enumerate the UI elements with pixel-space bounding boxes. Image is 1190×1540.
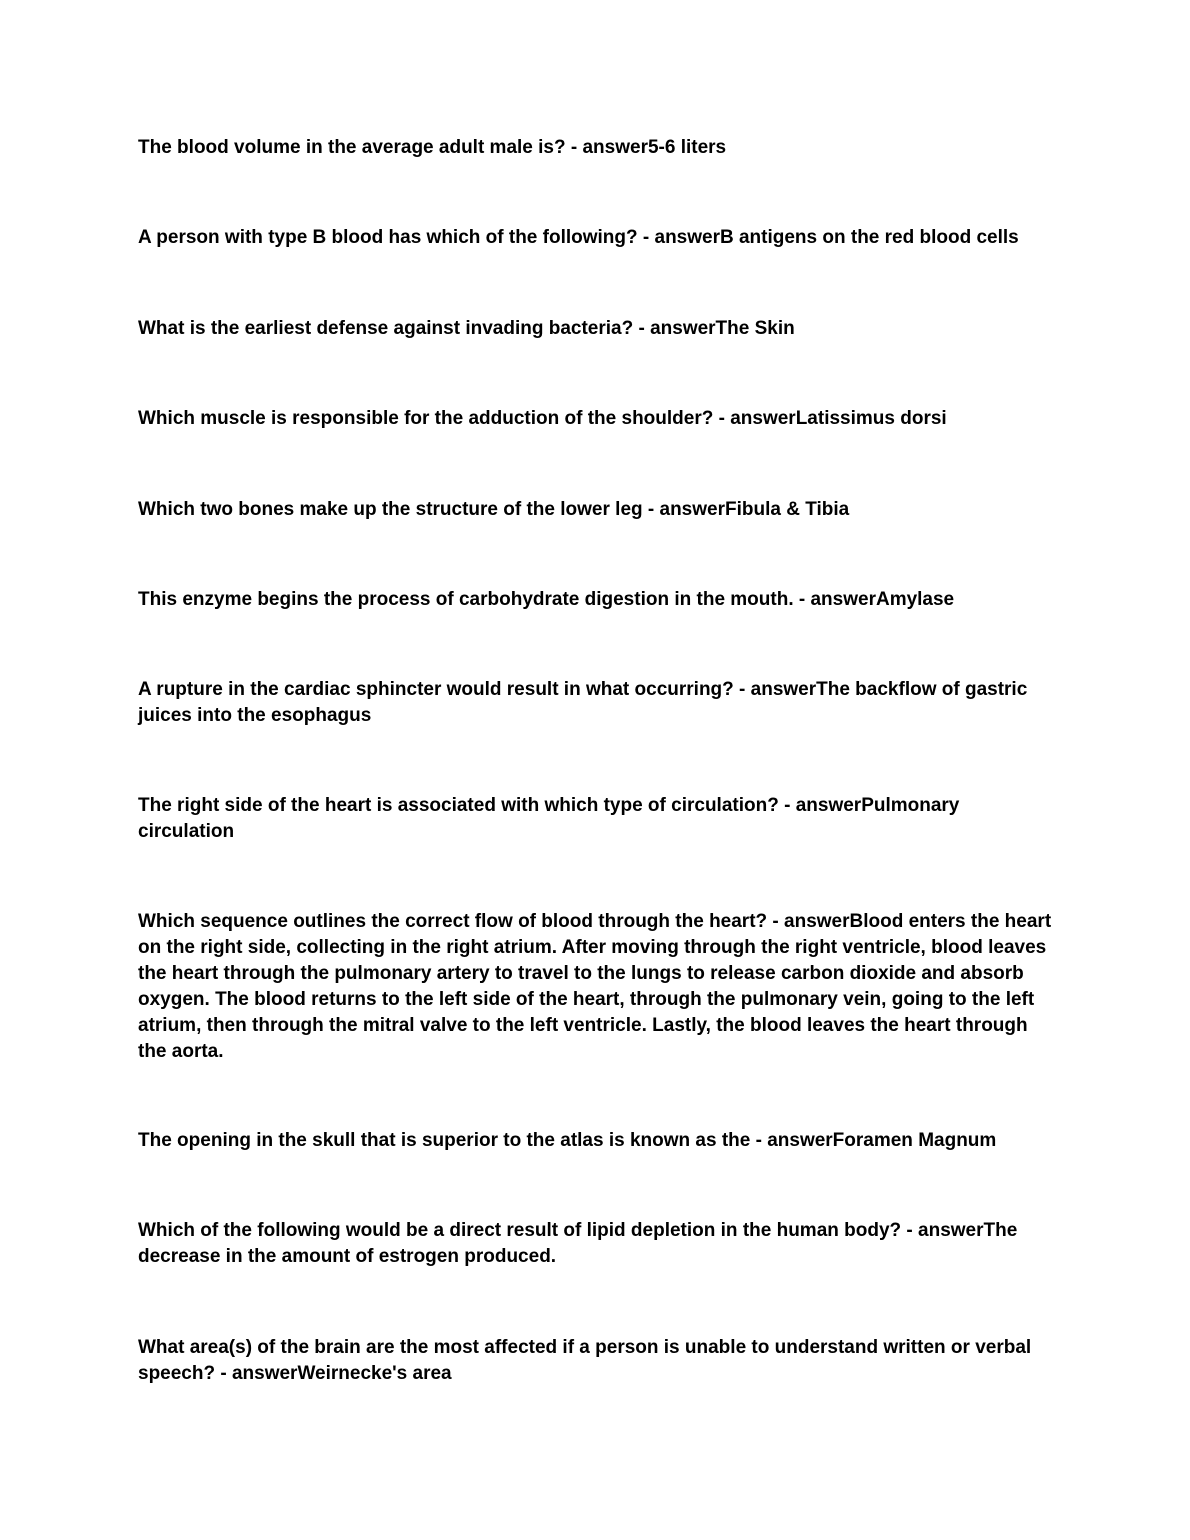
qa-item-9: Which sequence outlines the correct flow of blood through the heart? - answerBlood enters the heart on the right side, collecting in the right atrium. After moving through the right ventricle, blood leaves the heart through the pulmonary artery to travel to the lungs to release carbon dioxide and absorb oxygen. The blood returns to the left side of the heart, through the pulmonary vein, going to the left atrium, then through the mitral valve to the left ventricle. Lastly, the blood leaves the heart through the aorta. <box>138 911 1052 1062</box>
qa-item-3: What is the earliest defense against invading bacteria? - answerThe Skin <box>138 318 795 339</box>
qa-item-10: The opening in the skull that is superior to the atlas is known as the - answerForamen Magnum <box>138 1130 997 1151</box>
qa-item-12: What area(s) of the brain are the most affected if a person is unable to understand written or verbal speech? - answerWeirnecke's area <box>138 1337 1032 1384</box>
qa-item-4: Which muscle is responsible for the adduction of the shoulder? - answerLatissimus dorsi <box>138 408 947 429</box>
qa-item-8: The right side of the heart is associated with which type of circulation? - answerPulmonary circulation <box>138 795 960 842</box>
qa-item-5: Which two bones make up the structure of the lower leg - answerFibula & Tibia <box>138 499 850 520</box>
qa-item-7: A rupture in the cardiac sphincter would result in what occurring? - answerThe backflow of gastric juices into the esophagus <box>138 679 1028 726</box>
qa-item-11: Which of the following would be a direct result of lipid depletion in the human body? - answerThe decrease in the amount of estrogen produced. <box>138 1220 1018 1267</box>
qa-item-1: The blood volume in the average adult male is? - answer5-6 liters <box>138 137 727 158</box>
qa-item-2: A person with type B blood has which of the following? - answerB antigens on the red blood cells <box>138 227 1019 248</box>
qa-item-6: This enzyme begins the process of carbohydrate digestion in the mouth. - answerAmylase <box>138 589 955 610</box>
